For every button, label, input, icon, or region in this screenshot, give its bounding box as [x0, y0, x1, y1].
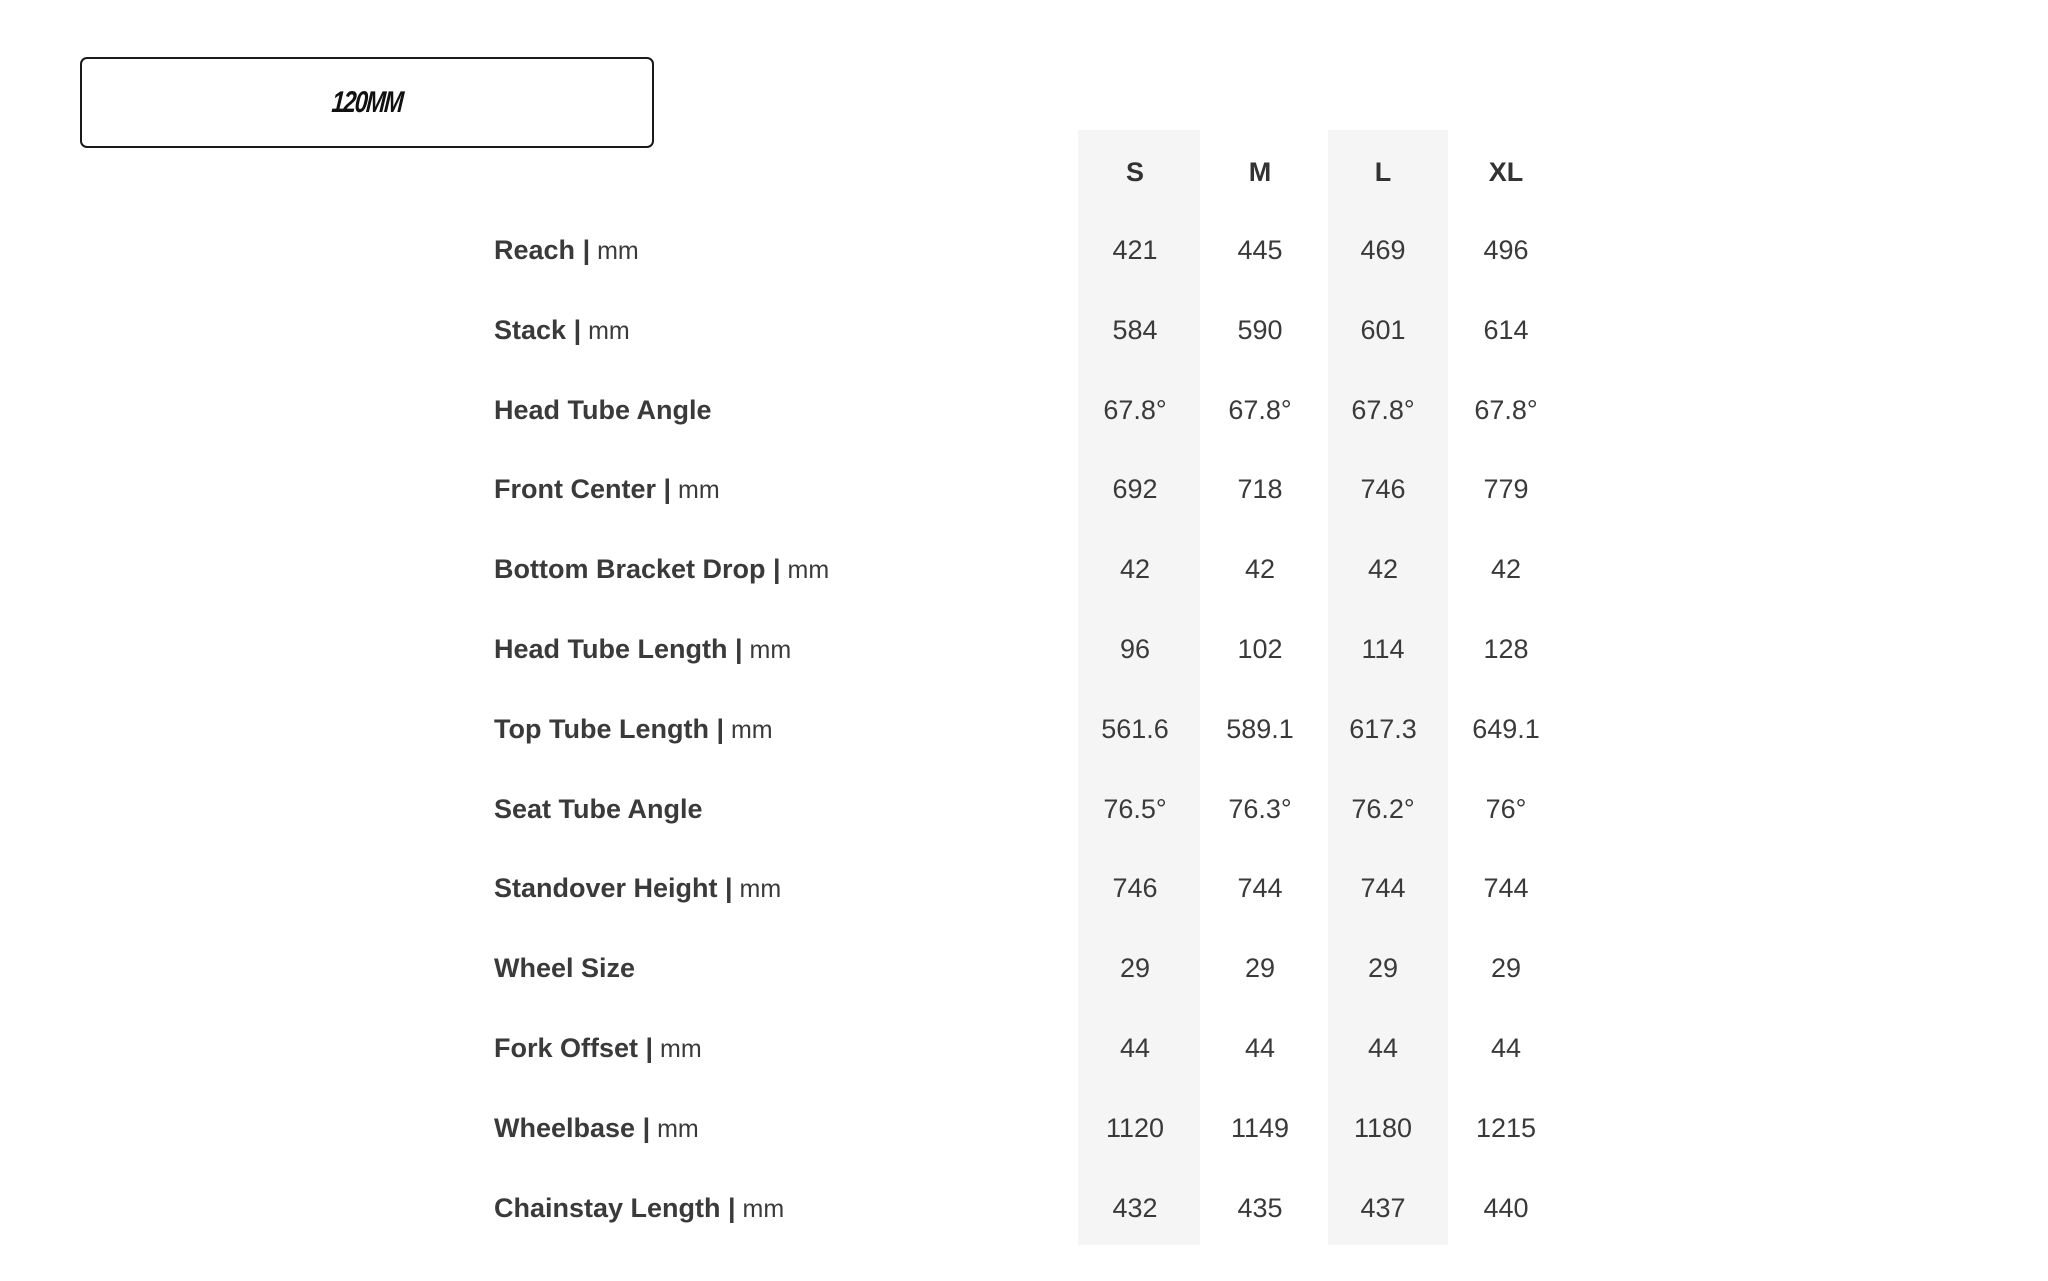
row-name: Top Tube Length — [494, 713, 709, 744]
cell-s: 44 — [1119, 1033, 1151, 1063]
cell-s: 561.6 — [1101, 713, 1169, 744]
cell-l: 29 — [1367, 953, 1399, 984]
cell-l: 469 — [1360, 235, 1406, 265]
table-row — [0, 769, 2048, 849]
cell-l: 76.2° — [1351, 793, 1415, 824]
cell-m: 445 — [1237, 235, 1283, 265]
row-unit: | mm — [645, 1033, 702, 1063]
row-unit: | mm — [735, 634, 792, 664]
row-label — [494, 769, 703, 849]
row-unit: | mm — [582, 235, 639, 265]
row-label — [494, 1008, 702, 1088]
cell-m: 102 — [1237, 634, 1283, 664]
row-label — [494, 689, 773, 769]
row-label — [494, 609, 791, 689]
size-header-s: S — [1125, 157, 1144, 187]
row-unit: | mm — [728, 1192, 785, 1223]
cell-xl: 67.8° — [1474, 394, 1538, 425]
cell-s: 67.8° — [1103, 394, 1167, 425]
cell-xl: 496 — [1483, 235, 1529, 265]
travel-120mm-button[interactable] — [80, 57, 654, 148]
row-name: Fork Offset — [494, 1033, 639, 1063]
cell-m: 44 — [1244, 1033, 1276, 1063]
cell-l: 617.3 — [1349, 713, 1417, 744]
cell-l: 44 — [1367, 1033, 1399, 1063]
table-row — [0, 1008, 2048, 1088]
table-row — [0, 1088, 2048, 1168]
row-label — [494, 1088, 699, 1168]
row-label — [494, 1168, 784, 1248]
row-label — [494, 848, 781, 928]
cell-m: 67.8° — [1228, 394, 1292, 425]
cell-xl: 76° — [1485, 793, 1527, 824]
cell-s: 692 — [1112, 474, 1158, 505]
cell-s: 96 — [1119, 634, 1151, 664]
cell-s: 76.5° — [1103, 793, 1167, 824]
cell-l: 1180 — [1353, 1112, 1413, 1143]
table-row — [0, 210, 2048, 290]
table-row — [0, 529, 2048, 609]
table-row — [0, 689, 2048, 769]
cell-m: 42 — [1244, 554, 1276, 585]
cell-xl: 29 — [1490, 953, 1522, 984]
cell-s: 432 — [1112, 1192, 1158, 1223]
cell-l: 67.8° — [1351, 394, 1415, 425]
cell-m: 718 — [1237, 474, 1283, 505]
cell-m: 590 — [1237, 314, 1283, 345]
table-row — [0, 449, 2048, 529]
cell-s: 29 — [1119, 953, 1151, 984]
table-row — [0, 609, 2048, 689]
cell-xl: 128 — [1483, 634, 1529, 664]
table-row — [0, 370, 2048, 450]
row-name: Head Tube Length — [494, 634, 728, 664]
cell-m: 435 — [1237, 1192, 1283, 1223]
row-name: Bottom Bracket Drop — [494, 554, 766, 585]
table-row — [0, 848, 2048, 928]
row-label — [494, 449, 720, 529]
row-name: Reach — [494, 235, 576, 265]
row-label — [494, 529, 829, 609]
cell-s: 421 — [1112, 235, 1158, 265]
cell-m: 744 — [1237, 873, 1283, 904]
size-header-m: M — [1248, 157, 1272, 187]
cell-l: 42 — [1367, 554, 1399, 585]
row-name: Front Center — [494, 474, 656, 505]
row-name: Head Tube Angle — [494, 394, 712, 425]
cell-s: 42 — [1119, 554, 1151, 585]
cell-xl: 614 — [1483, 314, 1529, 345]
cell-xl: 744 — [1483, 873, 1529, 904]
cell-l: 746 — [1360, 474, 1406, 505]
cell-m: 76.3° — [1228, 793, 1292, 824]
cell-m: 1149 — [1230, 1112, 1290, 1143]
row-name: Stack — [494, 314, 567, 345]
cell-s: 584 — [1112, 314, 1158, 345]
row-unit: | mm — [716, 713, 773, 744]
cell-l: 601 — [1360, 314, 1406, 345]
cell-l: 114 — [1361, 634, 1405, 664]
row-unit: | mm — [642, 1112, 699, 1143]
cell-xl: 1215 — [1475, 1112, 1537, 1143]
row-unit: | mm — [573, 314, 630, 345]
cell-l: 744 — [1360, 873, 1406, 904]
row-unit: | mm — [773, 554, 830, 585]
cell-xl: 440 — [1483, 1192, 1529, 1223]
row-unit: | mm — [725, 873, 782, 904]
size-header-l: L — [1374, 157, 1392, 187]
row-name: Chainstay Length — [494, 1192, 721, 1223]
travel-label: 120MM — [330, 85, 404, 119]
row-label — [494, 370, 712, 450]
cell-m: 589.1 — [1226, 713, 1294, 744]
table-row — [0, 1168, 2048, 1248]
table-row — [0, 928, 2048, 1008]
row-label — [494, 290, 630, 370]
table-row — [0, 290, 2048, 370]
cell-m: 29 — [1244, 953, 1276, 984]
row-unit: | mm — [663, 474, 720, 505]
cell-xl: 42 — [1490, 554, 1522, 585]
cell-xl: 44 — [1490, 1033, 1522, 1063]
cell-s: 1120 — [1105, 1112, 1165, 1143]
row-name: Wheelbase — [494, 1112, 636, 1143]
row-name: Standover Height — [494, 873, 718, 904]
cell-xl: 779 — [1483, 474, 1529, 505]
row-name: Wheel Size — [494, 953, 636, 984]
row-label — [494, 928, 635, 1008]
row-name: Seat Tube Angle — [494, 793, 703, 824]
cell-l: 437 — [1360, 1192, 1406, 1223]
cell-s: 746 — [1112, 873, 1158, 904]
cell-xl: 649.1 — [1472, 713, 1540, 744]
row-label — [494, 210, 639, 290]
size-header-xl: XL — [1488, 157, 1524, 187]
